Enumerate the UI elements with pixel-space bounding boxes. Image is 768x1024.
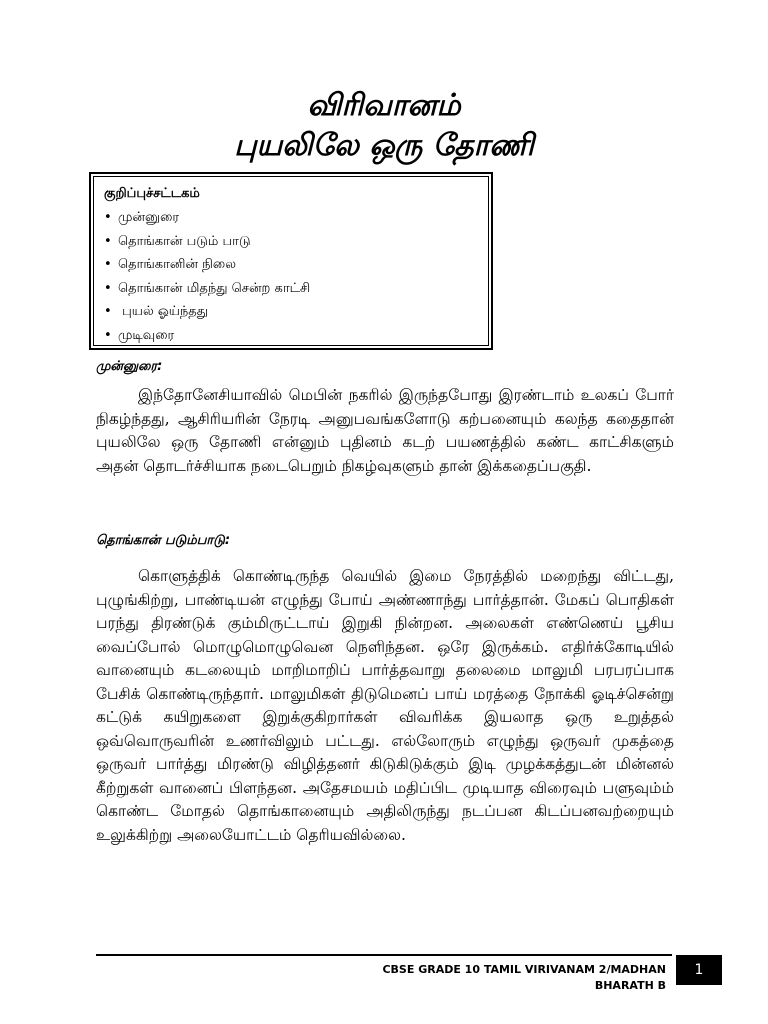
footer-text: CBSE GRADE 10 TAMIL VIRIVANAM 2/MADHAN BHARATH B (382, 963, 666, 992)
bullet-icon: • (104, 280, 112, 296)
outline-item (104, 324, 478, 348)
outline-item (104, 277, 478, 301)
document-title-line1: விரிவானம் (307, 88, 461, 123)
outline-item (104, 206, 478, 230)
outline-list (104, 206, 478, 347)
outline-box-inner (93, 176, 489, 346)
outline-item-label: புயல் ஓய்ந்தது (118, 304, 209, 319)
section-paragraph-introduction: இந்தோனேசியாவில் மெபின் நகரில் இருந்தபோது இரண்டாம் உலகப் போர் நிகழ்ந்தது, ஆசிரியரின் நேரடி அனுபவங்களோடு கற்பனையும் கலந்த கதைதான் புயலிலே ஒரு தோணி என்னும் புதினம் கடற் பயணத்தில் கண்ட காட்சிகளும் அதன் தொடர்ச்சியாக நடைபெறும் நிகழ்வுகளும் தான் இக்கதைப்பகுதி. (96, 386, 674, 475)
outline-item-label: முடிவுரை (118, 327, 175, 343)
bullet-icon: • (104, 327, 112, 343)
section-heading-introduction: முன்னுரை: (96, 359, 163, 374)
bullet-icon: • (104, 304, 112, 319)
document-title-line2: புயலிலே ஒரு தோணி (234, 128, 534, 163)
section-paragraph-ship-struggle: கொளுத்திக் கொண்டிருந்த வெயில் இமை நேரத்தில் மறைந்து விட்டது, புழுங்கிற்று, பாண்டியன் எழுந்து போய் அண்ணாந்து பார்த்தான். மேகப் பொதிகள் பரந்து திரண்டுக் கும்மிருட்டாய் இறுகி நின்றன. அலைகள் எண்ணெய் பூசிய வைப்போல் மொழுமொழுவென நெளிந்தன. ஒரே இருக்கம். எதிர்க்கோடியில் வானையும் கடலையும் மாறிமாறிப் பார்த்தவாறு தலைமை மாலுமி பரபரப்பாக பேசிக் கொண்டிருந்தார். மாலுமிகள் திடுமெனப் பாய் மரத்தை நோக்கி ஓடிச்சென்று கட்டுக் கயிறுகளை இறுக்குகிறார்கள் விவரிக்க இயலாத ஒரு உறுத்தல் ஒவ்வொருவரின் உணர்விலும் பட்டது. எல்லோரும் எழுந்து ஒருவர் முகத்தை ஒருவர் பார்த்து மிரண்டு விழித்தனர் கிடுகிடுக்கும் இடி முழக்கத்துடன் மின்னல் கீற்றுகள் வானைப் பிளந்தன. அதேசமயம் மதிப்பிட முடியாத விரைவும் பளுவும்ம் கொண்ட மோதல் தொங்கானையும் அதிலிருந்து நடப்பன கிடப்பனவற்றையும் உலுக்கிற்று அலையோட்டம் தெரியவில்லை. (96, 567, 674, 844)
outline-box (89, 172, 493, 350)
outline-item-label: தொங்கானின் நிலை (118, 257, 237, 272)
outline-heading: குறிப்புச்சட்டகம் (104, 186, 200, 201)
bullet-icon: • (104, 257, 112, 272)
section-heading-ship-struggle: தொங்கான் படும்பாடு: (96, 533, 231, 548)
outline-item-label: தொங்கான் மிதந்து சென்ற காட்சி (118, 280, 311, 296)
page-number: 1 (676, 955, 722, 985)
bullet-icon: • (104, 210, 112, 225)
bullet-icon: • (104, 233, 112, 249)
outline-item-label: தொங்கான் படும் பாடு (118, 233, 251, 249)
outline-item (104, 253, 478, 277)
outline-item-label: முன்னுரை (118, 210, 180, 225)
outline-item (104, 230, 478, 254)
outline-item (104, 300, 478, 324)
footer-divider (96, 954, 672, 956)
